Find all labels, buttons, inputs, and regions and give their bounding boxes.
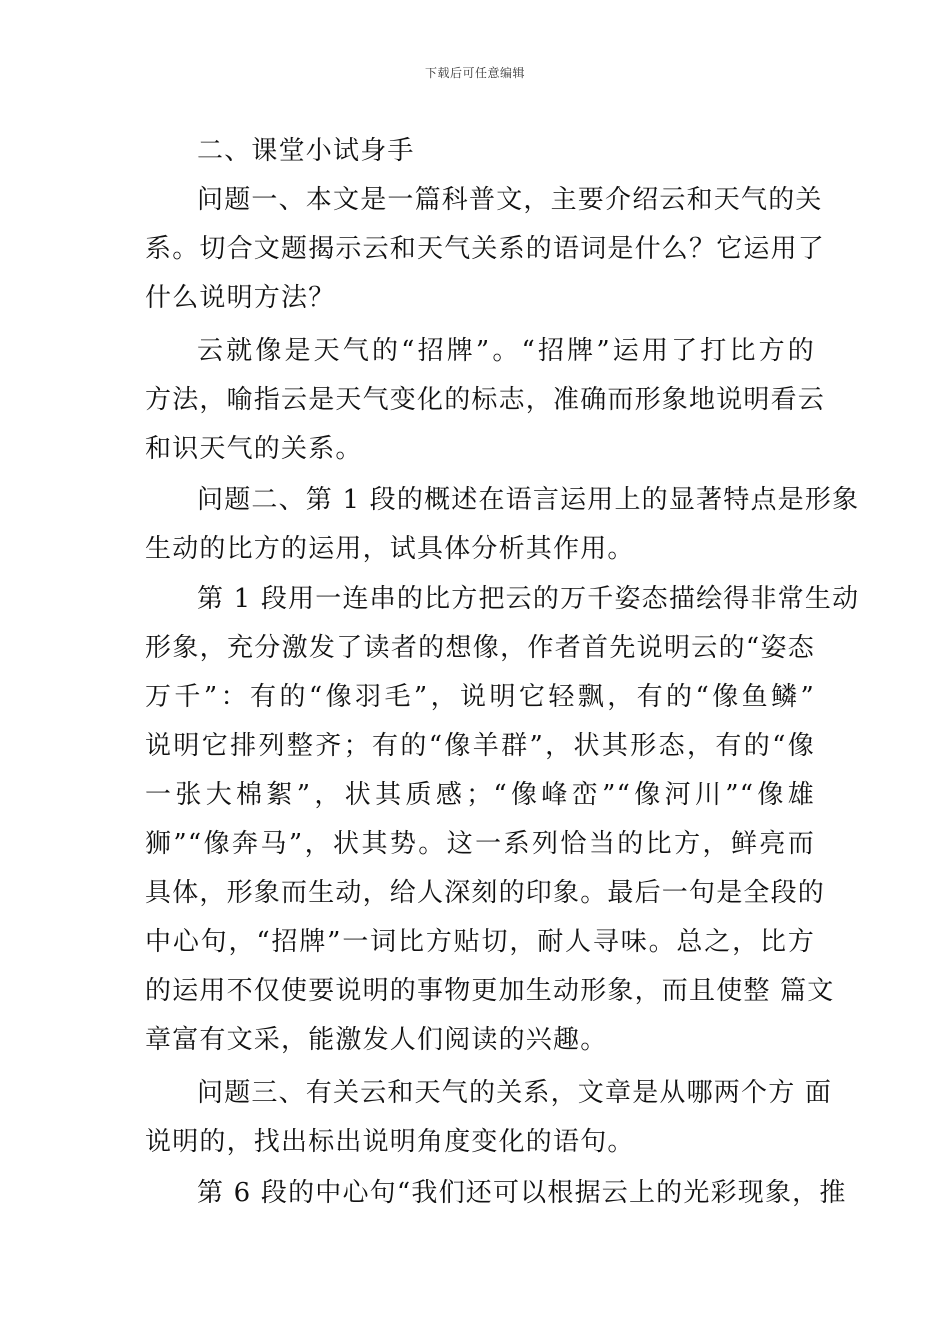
answer-1-line-3: 和识天气的关系。	[145, 434, 363, 464]
question-1-line-3: 什么说明方法？	[145, 283, 336, 313]
answer-2-line-1: 第 1 段用一连串的比方把云的万千姿态描绘得非常生动	[197, 584, 860, 614]
answer-2-line-5: 一张大棉絮”，状其质感；“像峰峦”“像河川”“像雄	[145, 780, 815, 810]
question-2-line-1: 问题二、第 1 段的概述在语言运用上的显著特点是形象	[197, 485, 860, 515]
question-1-line-2: 系。切合文题揭示云和天气关系的语词是什么？它运用了	[145, 234, 826, 264]
answer-2-line-2: 形象，充分激发了读者的想像，作者首先说明云的“姿态	[145, 633, 815, 663]
answer-2-line-7: 具体，形象而生动，给人深刻的印象。最后一句是全段的	[145, 878, 826, 908]
answer-3-line-1: 第 6 段的中心句“我们还可以根据云上的光彩现象，推	[197, 1178, 847, 1208]
question-3-line-1: 问题三、有关云和天气的关系，文章是从哪两个方 面	[197, 1078, 833, 1108]
question-3-line-2: 说明的，找出标出说明角度变化的语句。	[145, 1127, 635, 1157]
answer-2-line-4: 说明它排列整齐；有的“像羊群”，状其形态，有的“像	[145, 731, 815, 761]
answer-1-line-2: 方法，喻指云是天气变化的标志，准确而形象地说明看云	[145, 385, 826, 415]
answer-2-line-8: 中心句，“招牌”一词比方贴切，耐人寻味。总之，比方	[145, 927, 815, 957]
page-header: 下载后可任意编辑	[424, 66, 525, 80]
section-heading: 二、课堂小试身手	[197, 136, 415, 166]
answer-2-line-10: 章富有文采，能激发人们阅读的兴趣。	[145, 1025, 608, 1055]
question-2-line-2: 生动的比方的运用，试具体分析其作用。	[145, 534, 635, 564]
answer-2-line-3: 万千”：有的“像羽毛”，说明它轻飘，有的“像鱼鳞”	[145, 682, 815, 712]
answer-1-line-1: 云就像是天气的“招牌”。“招牌”运用了打比方的	[197, 336, 815, 366]
answer-2-line-9: 的运用不仅使要说明的事物更加生动形象，而且使整 篇文	[145, 976, 835, 1006]
answer-2-line-6: 狮”“像奔马”，状其势。这一系列恰当的比方，鲜亮而	[145, 829, 815, 859]
question-1-line-1: 问题一、本文是一篇科普文，主要介绍云和天气的关	[197, 185, 823, 215]
